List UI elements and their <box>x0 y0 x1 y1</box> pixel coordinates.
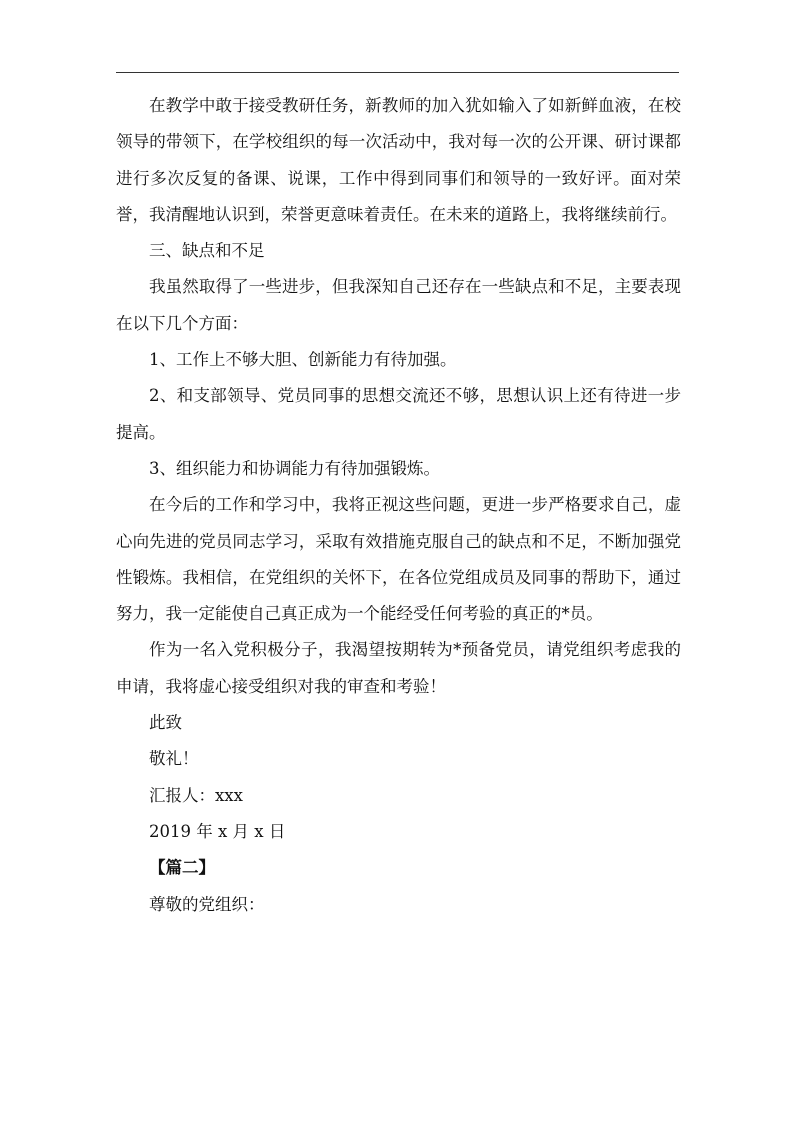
section-title: 【篇二】 <box>149 858 215 878</box>
paragraph-progress: 我虽然取得了一些进步，但我深知自己还存在一些缺点和不足，主要表现在以下几个方面： <box>116 277 681 333</box>
closing-salutation: 此致 <box>149 713 182 733</box>
list-item-2: 2、和支部领导、党员同事的思想交流还不够，思想认识上还有待进一步提高。 <box>116 386 681 442</box>
section-heading-shortcomings: 三、缺点和不足 <box>149 241 265 261</box>
closing-respect: 敬礼！ <box>149 749 199 769</box>
list-item-1: 1、工作上不够大胆、创新能力有待加强。 <box>149 350 457 370</box>
paragraph-future: 在今后的工作和学习中，我将正视这些问题，更进一步严格要求自己，虚心向先进的党员同志学习，采取有效措施克服自己的缺点和不足，不断加强党性锻炼。我相信，在党组织的关怀下，在各位党组成员及同事的帮助下，通过努力，我一定能使自己真正成为一个能经受任何考验的真正的*员。 <box>116 495 681 624</box>
document-body <box>116 88 681 923</box>
paragraph-application: 作为一名入党积极分子，我渴望按期转为*预备党员，请党组织考虑我的申请，我将虚心接受组织对我的审查和考验！ <box>116 640 681 696</box>
header-rule <box>116 72 679 73</box>
report-date: 2019 年 x 月 x 日 <box>149 821 286 841</box>
reporter-name: 汇报人：xxx <box>149 785 243 805</box>
greeting: 尊敬的党组织： <box>149 894 265 914</box>
list-item-3: 3、组织能力和协调能力有待加强锻炼。 <box>149 458 440 478</box>
paragraph-teaching: 在教学中敢于接受教研任务，新教师的加入犹如输入了如新鲜血液，在校领导的带领下，在学校组织的每一次活动中，我对每一次的公开课、研讨课都进行多次反复的备课、说课，工作中得到同事们和领导的一致好评。面对荣誉，我清醒地认识到，荣誉更意味着责任。在未来的道路上，我将继续前行。 <box>116 96 681 224</box>
